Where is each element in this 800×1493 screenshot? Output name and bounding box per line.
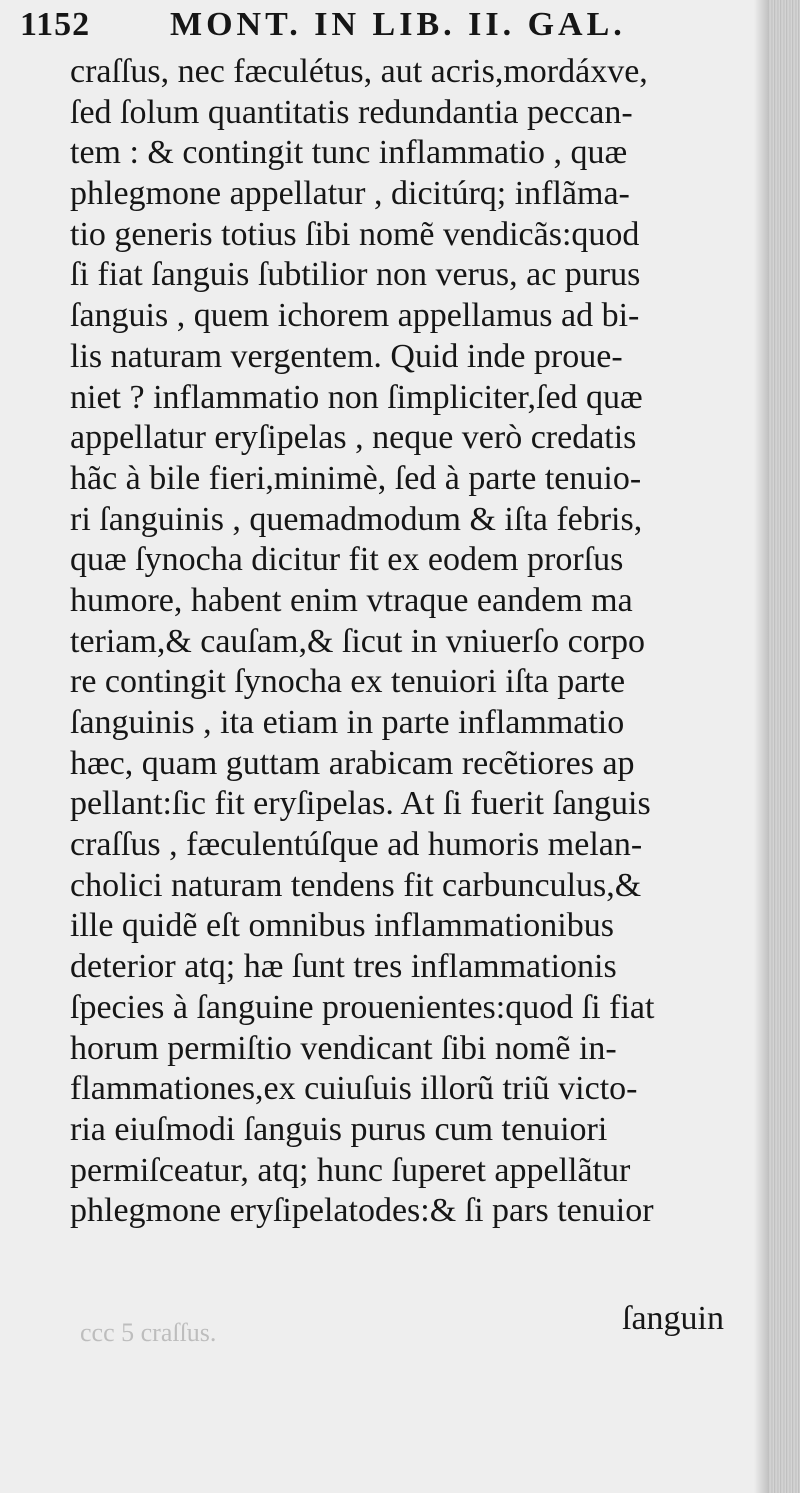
page-edge	[768, 0, 800, 1493]
text-line: ſanguis , quem ichorem appellamus ad bi-	[70, 297, 640, 335]
text-line: cholici naturam tendens fit carbunculus,&	[70, 866, 642, 904]
text-line: ſpecies à ſanguine prouenientes:quod ſi fiat	[70, 988, 655, 1026]
text-line: phlegmone eryſipelatodes:& ſi pars tenuior	[70, 1192, 654, 1230]
body-text	[70, 52, 740, 1232]
text-line: humore, habent enim vtraque eandem ma	[70, 581, 633, 619]
text-line: horum permiſtio vendicant ſibi nomẽ in-	[70, 1029, 617, 1067]
text-line: craſſus, nec fæculétus, aut acris,mordáxve,	[70, 53, 648, 90]
text-line: pellant:ſic fit eryſipelas. At ſi fuerit ſanguis	[70, 785, 651, 823]
text-line: ria eiuſmodi ſanguis purus cum tenuiori	[70, 1110, 608, 1148]
catchword: ſanguin	[622, 1300, 724, 1337]
text-line: craſſus , fæculentúſque ad humoris melan-	[70, 826, 643, 864]
text-line: tem : & contingit tunc inflammatio , quæ	[70, 134, 628, 172]
text-line: ri ſanguinis , quemadmodum & iſta febris,	[70, 500, 643, 538]
text-line: ſed ſolum quantitatis redundantia peccan-	[70, 93, 633, 131]
bleedthrough-text: ccc 5 craſſus.	[80, 1318, 217, 1347]
text-line: deterior atq; hæ ſunt tres inflammationis	[70, 948, 617, 986]
text-line: niet ? inflammatio non ſimpliciter,ſed quæ	[70, 378, 643, 416]
text-line: ille quidẽ eſt omnibus inflammationibus	[70, 907, 614, 945]
text-line: phlegmone appellatur , dicitúrq; inflãma-	[70, 175, 630, 213]
text-line: appellatur eryſipelas , neque verò credatis	[70, 419, 637, 457]
text-line: re contingit ſynocha ex tenuiori iſta parte	[70, 663, 626, 701]
text-line: quæ ſynocha dicitur fit ex eodem prorſus	[70, 541, 624, 579]
text-line: tio generis totius ſibi nomẽ vendicãs:quod	[70, 215, 640, 253]
page-number: 1152	[20, 6, 91, 43]
running-head: MONT. IN LIB. II. GAL.	[170, 6, 626, 43]
text-line: teriam,& cauſam,& ſicut in vniuerſo corpo	[70, 622, 645, 660]
text-line: ſanguinis , ita etiam in parte inflammatio	[70, 704, 625, 741]
text-line: ſi fiat ſanguis ſubtilior non verus, ac purus	[70, 256, 641, 294]
text-line: permiſceatur, atq; hunc ſuperet appellãtur	[70, 1151, 631, 1189]
text-line: hæc, quam guttam arabicam recẽtiores ap	[70, 744, 635, 782]
text-line: lis naturam vergentem. Quid inde proue-	[70, 337, 623, 375]
text-line: flammationes,ex cuiuſuis illorũ triũ victo-	[70, 1070, 638, 1108]
text-line: hãc à bile fieri,minimè, ſed à parte tenuio-	[70, 459, 642, 497]
page-header	[20, 0, 740, 50]
